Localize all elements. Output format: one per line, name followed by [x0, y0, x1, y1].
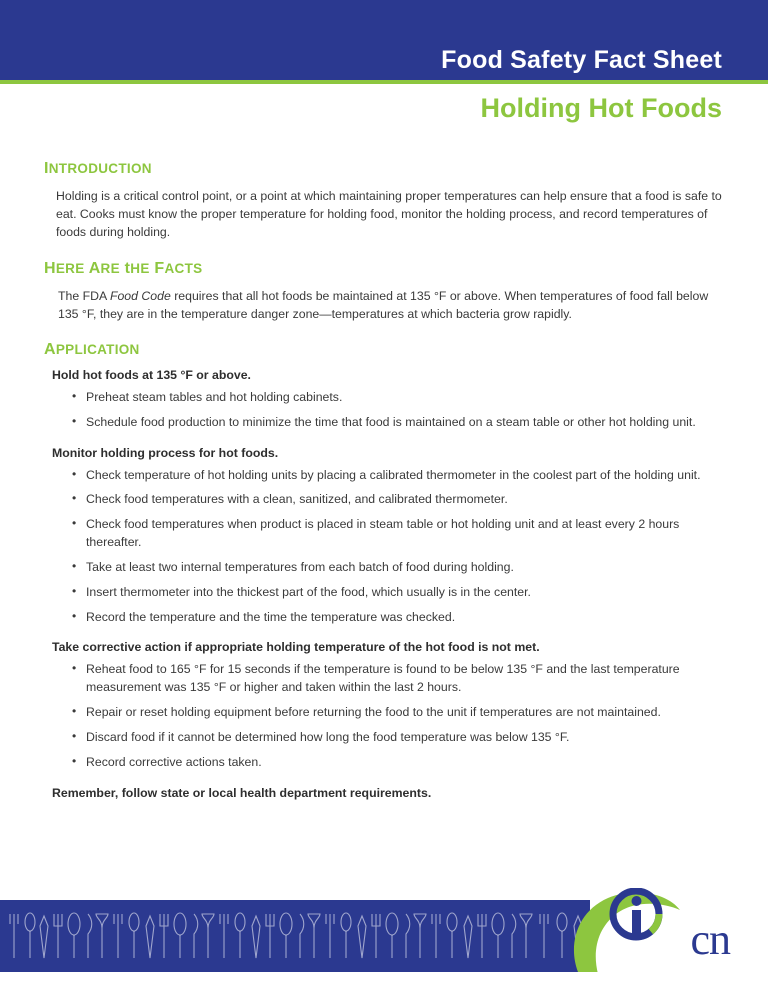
icn-logo — [564, 884, 734, 976]
page-subtitle: Holding Hot Foods — [480, 92, 722, 123]
closing-note: Remember, follow state or local health department requirements. — [52, 785, 432, 800]
list-item: • Insert thermometer into the thickest part of the food, which usually is in the center. — [72, 584, 722, 602]
footer-bottom-strip — [0, 972, 768, 994]
list-item: • Repair or reset holding equipment before returning the food to the unit if temperatures are not maintained. — [72, 704, 722, 722]
footer-blue-band — [0, 900, 590, 972]
application-group — [44, 368, 722, 432]
section-body-introduction: Holding is a critical control point, or a point at which maintaining proper temperatures can help ensure that a food is safe to eat. Cooks must know the proper temperature for holding food, monitor the holding process, and record temperatures of foods during holding. — [56, 189, 722, 240]
list-item: • Record corrective actions taken. — [72, 754, 722, 772]
application-group — [44, 446, 722, 627]
application-subheading: Monitor holding process for hot foods. — [52, 445, 279, 460]
page-title: Food Safety Fact Sheet — [441, 45, 722, 74]
section-heading-introduction: INTRODUCTION — [44, 160, 152, 177]
utensils-pattern-icon — [0, 900, 590, 972]
page-header — [0, 0, 768, 132]
section-application — [44, 341, 722, 800]
icn-logo-swoosh-icon — [564, 888, 684, 976]
application-group — [44, 640, 722, 771]
section-facts — [44, 260, 722, 323]
page-footer — [0, 880, 768, 994]
section-body-facts — [44, 287, 722, 323]
header-subtitle-bar — [0, 84, 768, 132]
list-item: • Preheat steam tables and hot holding cabinets. — [72, 389, 722, 407]
list-item: • Schedule food production to minimize the time that food is maintained on a steam table or other hot holding unit. — [72, 414, 722, 432]
list-item: • Take at least two internal temperatures from each batch of food during holding. — [72, 559, 722, 577]
section-heading-application: APPLICATION — [44, 340, 140, 358]
facts-text-italic: Food Code — [109, 288, 171, 303]
list-item: • Record the temperature and the time the temperature was checked. — [72, 609, 722, 627]
facts-text-part2: requires that all hot foods be maintained at 135 °F or above. When temperatures of food fall below 135 °F, they are in the temperature danger zone—temperatures at which bacteria grow rapidly. — [58, 288, 709, 321]
header-top-bar — [0, 0, 768, 40]
list-item: • Discard food if it cannot be determined how long the food temperature was below 135 °F. — [72, 729, 722, 747]
application-subheading: Take corrective action if appropriate holding temperature of the hot food is not met. — [52, 640, 540, 655]
facts-text-part1: The FDA — [58, 288, 110, 303]
section-heading-facts: HERE ARE tHE FACTS — [44, 259, 203, 277]
icn-logo-text: cn — [690, 915, 730, 964]
list-item: • Reheat food to 165 °F for 15 seconds if the temperature is found to be below 135 °F and the last temperature measurement was 135 °F or higher and taken within the last 2 hours. — [72, 661, 722, 697]
section-introduction — [44, 160, 722, 242]
application-bullet-list — [44, 389, 722, 432]
document-content — [0, 132, 768, 800]
list-item: • Check temperature of hot holding units by placing a calibrated thermometer in the coolest part of the holding unit. — [72, 467, 722, 485]
list-item: • Check food temperatures when product is placed in steam table or hot holding unit and at least every 2 hours thereafter. — [72, 516, 722, 552]
application-subheading: Hold hot foods at 135 °F or above. — [52, 367, 251, 382]
header-title-bar — [0, 40, 768, 80]
list-item: • Check food temperatures with a clean, sanitized, and calibrated thermometer. — [72, 491, 722, 509]
application-bullet-list — [44, 661, 722, 771]
application-bullet-list — [44, 467, 722, 627]
